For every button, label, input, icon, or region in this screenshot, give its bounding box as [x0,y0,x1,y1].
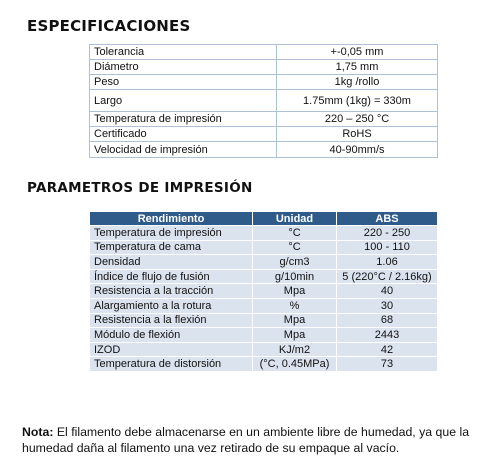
param-label: Alargamiento a la rotura [90,298,253,313]
param-label: Temperatura de cama [90,240,253,255]
header-unidad: Unidad [253,212,337,226]
spec-label: Diámetro [90,60,277,75]
param-value: 220 - 250 [337,226,438,241]
table-row [90,127,438,142]
param-value: 42 [337,342,438,357]
param-value: 100 - 110 [337,240,438,255]
note-text: El filamento debe almacenarse en un ambiente libre de humedad, ya que la humedad daña al filamento una vez retirado de su empaque al vacío. [22,425,470,455]
header-rendimiento: Rendimiento [90,212,253,226]
header-abs: ABS [337,212,438,226]
spec-value: RoHS [277,127,438,142]
param-unit: KJ/m2 [253,342,337,357]
param-value: 30 [337,298,438,313]
param-unit: (°C, 0.45MPa) [253,357,337,372]
param-value: 1.06 [337,255,438,270]
param-unit: g/10min [253,269,337,284]
param-label: Temperatura de distorsión [90,357,253,372]
spec-value: 220 – 250 °C [277,112,438,127]
table-row [90,298,438,313]
table-row [90,112,438,127]
spec-label: Largo [90,90,277,112]
param-label: IZOD [90,342,253,357]
table-row [90,328,438,343]
table-header-row [90,212,438,226]
param-value: 40 [337,284,438,299]
param-label: Módulo de flexión [90,328,253,343]
table-row [90,313,438,328]
spec-value: 1kg /rollo [277,75,438,90]
spec-label: Tolerancia [90,45,277,60]
spec-value: 1.75mm (1kg) = 330m [277,90,438,112]
spec-value: 1,75 mm [277,60,438,75]
table-row [90,357,438,372]
table-row [90,60,438,75]
table-row [90,45,438,60]
param-label: Temperatura de impresión [90,226,253,241]
param-unit: Mpa [253,313,337,328]
spec-label: Temperatura de impresión [90,112,277,127]
param-label: Índice de flujo de fusión [90,269,253,284]
table-row [90,90,438,112]
spec-value: +-0,05 mm [277,45,438,60]
table-row [90,75,438,90]
param-label: Resistencia a la flexión [90,313,253,328]
specifications-heading: ESPECIFICACIONES [27,17,191,35]
param-unit: °C [253,240,337,255]
note-label: Nota: [22,425,54,439]
param-value: 68 [337,313,438,328]
param-value: 5 (220°C / 2.16kg) [337,269,438,284]
param-unit: g/cm3 [253,255,337,270]
param-unit: Mpa [253,284,337,299]
table-row [90,226,438,241]
param-value: 73 [337,357,438,372]
table-row [90,240,438,255]
specifications-table [89,44,438,158]
param-value: 2443 [337,328,438,343]
param-label: Resistencia a la tracción [90,284,253,299]
param-label: Densidad [90,255,253,270]
spec-value: 40-90mm/s [277,142,438,158]
table-row [90,142,438,158]
param-unit: % [253,298,337,313]
spec-label: Peso [90,75,277,90]
print-parameters-table [89,211,438,372]
storage-note [22,424,482,456]
param-unit: Mpa [253,328,337,343]
param-unit: °C [253,226,337,241]
table-row [90,284,438,299]
spec-label: Velocidad de impresión [90,142,277,158]
print-parameters-heading: PARAMETROS DE IMPRESIÓN [27,180,253,196]
table-row [90,342,438,357]
spec-label: Certificado [90,127,277,142]
table-row [90,255,438,270]
table-row [90,269,438,284]
